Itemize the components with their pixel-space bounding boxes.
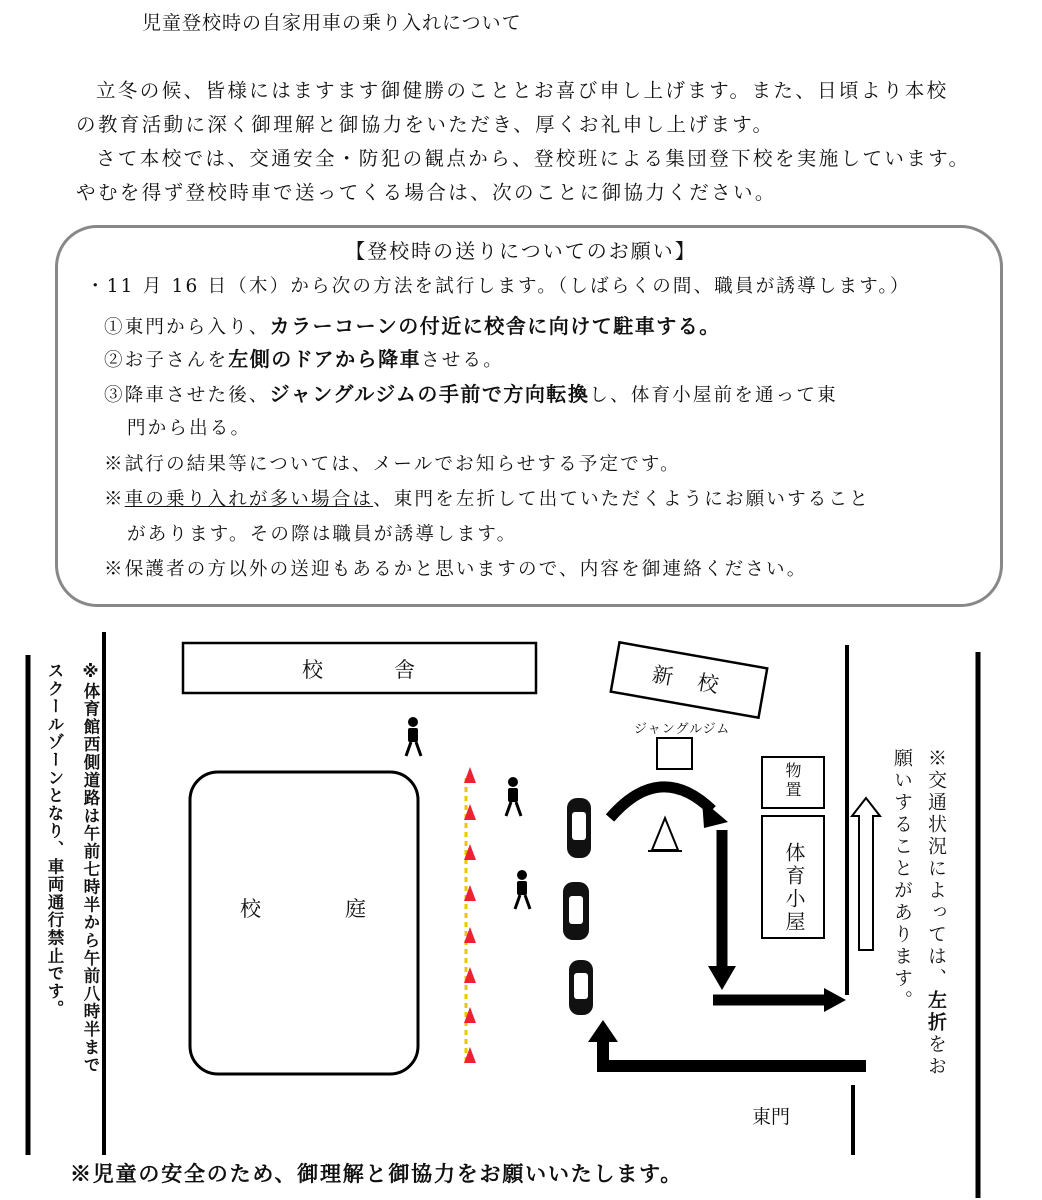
schoolyard-label-a: 校	[240, 897, 263, 921]
cone-icon	[648, 818, 682, 851]
note-text: ※	[104, 489, 125, 510]
new-building-label: 新 校	[650, 662, 723, 698]
arrow-head	[708, 966, 736, 990]
notice-note-1: ※試行の結果等については、メールでお知らせする予定です。	[104, 454, 681, 475]
paragraph-line: やむを得ず登校時車で送ってくる場合は、次のことに御協力ください。	[76, 181, 777, 204]
notice-intro: ・11 月 16 日（木）から次の方法を試行します。（しばらくの間、職員が誘導します。）	[86, 276, 911, 297]
notice-heading: 【登校時の送りについてのお願い】	[345, 239, 697, 263]
document-title: 児童登校時の自家用車の乗り入れについて	[142, 12, 522, 34]
car-icon	[567, 798, 591, 858]
item-text: ②お子さんを	[104, 350, 229, 371]
entry-arrow	[603, 1040, 866, 1066]
notice-note-3: ※保護者の方以外の送迎もあるかと思いますので、内容を御連絡ください。	[104, 559, 808, 580]
east-gate-label: 東門	[752, 1106, 791, 1128]
footer-note: ※児童の安全のため、御理解と御協力をお願いいたします。	[70, 1161, 684, 1186]
schoolyard	[190, 772, 418, 1074]
jungle-gym-label: ジャングルジム	[634, 722, 731, 737]
note-text: 、東門を左折して出ていただくようにお願いすること	[373, 489, 870, 510]
notice-item-3-cont: 門から出る。	[127, 418, 252, 439]
child-walking-icon	[515, 870, 530, 909]
arrow-head	[702, 800, 728, 828]
outline-up-arrow	[852, 798, 880, 950]
item-emphasis: 左側のドアから降車	[228, 347, 422, 371]
school-building-label: 校 舎	[302, 658, 417, 682]
paragraph-line: 立冬の候、皆様にはますます御健勝のこととお喜び申し上げます。また、日頃より本校	[96, 79, 949, 102]
item-text: させる。	[421, 350, 504, 371]
notice-note-2-cont: があります。その際は職員が誘導します。	[127, 524, 518, 545]
child-walking-icon	[506, 777, 521, 816]
item-text: し、体育小屋前を通って東	[589, 385, 838, 406]
note-underlined: 車の乗り入れが多い場合は	[124, 489, 374, 510]
gym-shed-label: 体育小屋	[782, 842, 806, 934]
item-text: ①東門から入り、	[104, 317, 270, 338]
child-walking-icon	[406, 717, 421, 756]
item-emphasis: ジャングルジムの手前で方向転換	[269, 382, 590, 406]
traffic-note	[885, 748, 953, 1078]
car-icon	[563, 882, 589, 940]
paragraph-line: さて本校では、交通安全・防犯の観点から、登校班による集団登下校を実施しています。	[96, 147, 971, 170]
item-emphasis: カラーコーンの付近に校舎に向けて駐車する。	[269, 314, 721, 338]
traffic-note-text: ※交通状況によっては、	[925, 748, 947, 990]
jungle-gym	[657, 738, 692, 769]
item-text: ③降車させた後、	[104, 385, 270, 406]
traffic-note-text: をお願いすることがあります。	[891, 748, 947, 1078]
curved-arrow	[610, 787, 712, 818]
car-icon	[569, 960, 593, 1015]
paragraph-line: の教育活動に深く御理解と御協力をいただき、厚くお礼申し上げます。	[76, 113, 775, 136]
school-zone-note: ※体育館西側道路は午前七時半から午前八時半までスクールゾーンとなり、車両通行禁止です。	[45, 662, 100, 1074]
schoolyard-label-b: 庭	[345, 897, 368, 921]
arrow-head	[588, 1020, 618, 1042]
storage-label: 物置	[783, 762, 802, 800]
arrow-head	[824, 988, 846, 1012]
traffic-note-emphasis: 左折	[925, 990, 947, 1034]
